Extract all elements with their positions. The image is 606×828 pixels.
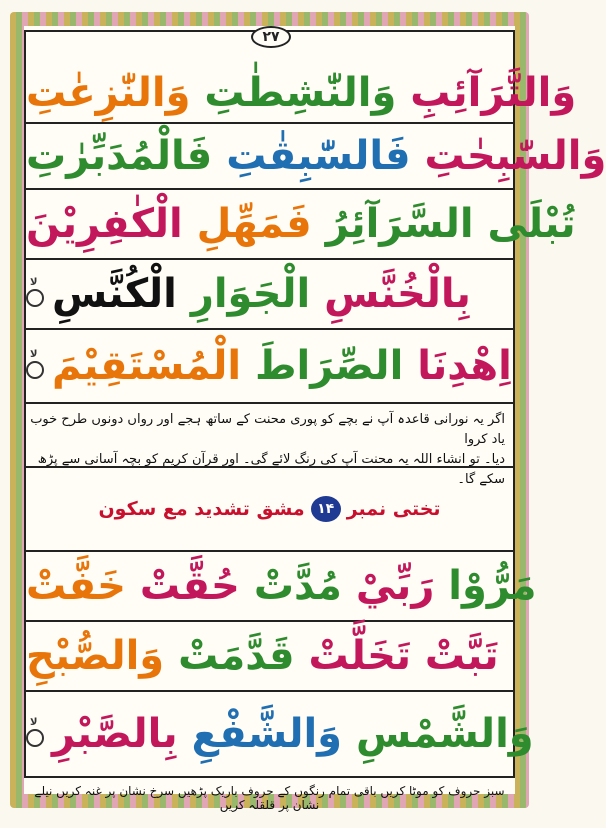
- word-segment: وَالشَّمْسِ: [355, 711, 534, 757]
- quran-row-2: [26, 124, 606, 190]
- page-number: ۲۷: [251, 26, 291, 48]
- word-segment: اِهْدِنَا: [417, 343, 512, 389]
- word-segment: [411, 633, 425, 679]
- word-segment: تَخَلَّتْ: [308, 633, 411, 679]
- word-segment: [411, 133, 425, 179]
- lesson-subtitle: مشق تشدید مع سکون: [98, 498, 305, 520]
- lesson-heading: [26, 468, 513, 552]
- stop-mark: لا: [30, 717, 38, 728]
- word-segment: حُقَّتْ: [139, 563, 240, 609]
- note-line-1: اگر یہ نورانی قاعدہ آپ نے بچے کو پوری محنت کے ساتھ ہجے اور رواں دونوں طرح خوب یاد کروا: [30, 412, 505, 447]
- word-segment: وَالسّٰبِحٰتِ: [424, 133, 606, 179]
- arabic-text: [26, 133, 606, 179]
- word-segment: بِالْخُنَّسِ: [324, 271, 471, 317]
- word-segment: فَالسّٰبِقٰتِ: [226, 133, 411, 179]
- word-segment: [396, 70, 410, 116]
- word-segment: وَالصُّبْحِ: [26, 633, 165, 679]
- quran-row-4: [26, 260, 513, 330]
- arabic-text: [26, 711, 534, 757]
- word-segment: [177, 271, 191, 317]
- word-segment: وَالتَّرَآئِبِ: [410, 70, 577, 116]
- word-segment: [190, 70, 204, 116]
- word-segment: فَمَهِّلِ: [196, 201, 312, 247]
- word-segment: الصِّرَاطَ: [255, 343, 404, 389]
- arabic-text: [26, 343, 512, 389]
- word-segment: قَدَّمَتْ: [178, 633, 295, 679]
- practice-row-1: [26, 552, 537, 622]
- word-segment: [434, 563, 448, 609]
- lesson-title: تختی نمبر: [346, 498, 441, 520]
- quran-row-1: [26, 64, 577, 124]
- word-segment: [178, 711, 192, 757]
- word-segment: مُدَّتْ: [253, 563, 342, 609]
- verse-stop-icon: [26, 349, 44, 379]
- word-segment: تَبَّتْ: [424, 633, 499, 679]
- footer-note: سبز حروف کو موٹا کریں باقی تمام رنگوں کے حروف باریک پڑھیں سرخ نشان پر غنہ کریں نیلے نشان پر قلقلہ کریں: [34, 784, 505, 812]
- stop-mark: لا: [30, 277, 38, 288]
- word-segment: [312, 201, 326, 247]
- word-segment: مَرُّوْا: [448, 563, 537, 609]
- word-segment: [295, 633, 309, 679]
- word-segment: وَالنّٰزِعٰتِ: [26, 70, 191, 116]
- word-segment: [241, 343, 255, 389]
- word-segment: الْجَوَارِ: [190, 271, 311, 317]
- word-segment: [403, 343, 417, 389]
- verse-stop-icon: [26, 277, 44, 307]
- word-segment: بِالصَّبْرِ: [52, 711, 178, 757]
- word-segment: [342, 563, 356, 609]
- lesson-number-badge: ۱۴: [311, 496, 341, 522]
- word-segment: [342, 711, 356, 757]
- arabic-text: [26, 271, 471, 317]
- note-line-2: دیا۔ تو انشاء اللہ یہ محنت آپ کی رنگ لائے گی۔ اور قرآن کریم کو بچہ آسانی سے پڑھ سکے گا۔: [37, 452, 505, 487]
- arabic-text: [26, 70, 576, 116]
- word-segment: الْكٰفِرِيْنَ: [26, 201, 183, 247]
- word-segment: [126, 563, 140, 609]
- practice-row-3: [26, 692, 534, 776]
- practice-row-2: [26, 622, 513, 692]
- word-segment: رَبِّيْ: [355, 563, 435, 609]
- word-segment: [212, 133, 226, 179]
- word-segment: خَفَّتْ: [26, 563, 126, 609]
- word-segment: [183, 201, 197, 247]
- arabic-text: [26, 563, 537, 609]
- word-segment: الْمُسْتَقِيْمَ: [52, 343, 242, 389]
- word-segment: وَالنّٰشِطٰتِ: [204, 70, 397, 116]
- stop-mark: لا: [30, 349, 38, 360]
- arabic-text: [26, 201, 576, 247]
- quran-row-3: [26, 190, 576, 260]
- word-segment: الْكُنَّسِ: [52, 271, 177, 317]
- word-segment: [240, 563, 254, 609]
- arabic-text: [26, 633, 499, 679]
- quran-row-5: [26, 330, 513, 404]
- verse-stop-icon: [26, 717, 44, 747]
- word-segment: [164, 633, 178, 679]
- word-segment: تُبْلَى السَّرَآئِرُ: [325, 201, 576, 247]
- word-segment: وَالشَّفْعِ: [191, 711, 343, 757]
- word-segment: [310, 271, 324, 317]
- word-segment: فَالْمُدَبِّرٰتِ: [26, 133, 213, 179]
